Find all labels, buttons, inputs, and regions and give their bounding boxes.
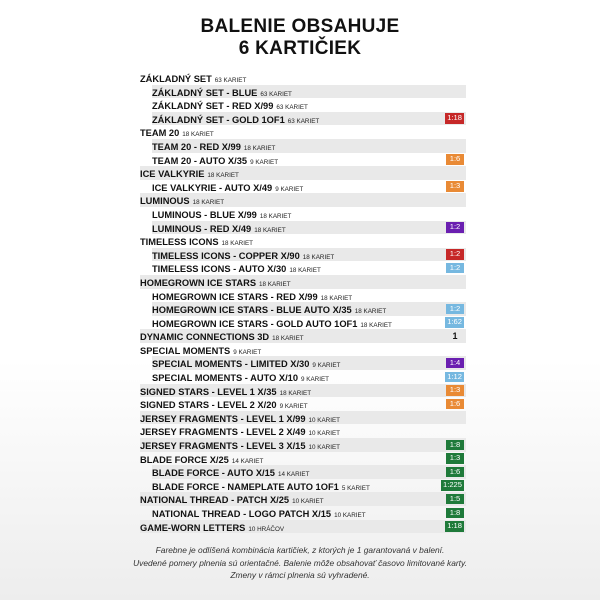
list-item [140, 234, 466, 248]
list-item [140, 71, 466, 85]
list-item [140, 520, 466, 534]
item-count: 10 HRÁČOV [248, 525, 285, 533]
list-item [152, 506, 466, 520]
item-name: NATIONAL THREAD - PATCH X/25 [140, 495, 290, 506]
list-item [152, 370, 466, 384]
item-name: ZÁKLADNÝ SET [140, 74, 212, 84]
list-item [152, 139, 466, 153]
item-name: BLADE FORCE X/25 [140, 454, 229, 465]
list-item [152, 356, 466, 370]
list-item [152, 153, 466, 167]
item-count: 18 KARIET [354, 308, 387, 316]
item-name: TIMELESS ICONS - AUTO X/30 [152, 264, 287, 275]
ratio-badge: 1:6 [446, 154, 464, 165]
list-item [140, 438, 466, 452]
card-list [140, 71, 466, 533]
item-count: 9 KARIET [275, 185, 304, 193]
list-item [140, 397, 466, 411]
list-item [140, 384, 466, 398]
item-name: SPECIAL MOMENTS [140, 345, 231, 356]
list-item [140, 411, 466, 425]
item-count: 9 KARIET [301, 376, 330, 384]
ratio-badge: 1:3 [446, 385, 464, 396]
list-item [152, 85, 466, 99]
ratio-badge: 1:2 [446, 263, 464, 274]
item-name: ZÁKLADNÝ SET - BLUE [152, 87, 258, 98]
item-name: GAME-WORN LETTERS [140, 522, 246, 533]
ratio-badge: 1 [452, 330, 458, 341]
item-name: TEAM 20 - RED X/99 [152, 141, 241, 152]
item-count: 63 KARIET [260, 90, 292, 98]
list-item [140, 452, 466, 466]
item-name: LUMINOUS [140, 196, 190, 207]
item-name: SPECIAL MOMENTS - LIMITED X/30 [152, 359, 310, 370]
item-count: 18 KARIET [182, 131, 214, 139]
list-item [152, 248, 466, 262]
ratio-badge: 1:2 [446, 222, 464, 233]
footer-line-3: Zmeny v rámci plnenia sú vyhradené. [230, 570, 370, 580]
item-count: 10 KARIET [308, 430, 340, 438]
item-name: SIGNED STARS - LEVEL 1 X/35 [140, 386, 277, 397]
item-name: HOMEGROWN ICE STARS - GOLD AUTO 1OF1 [152, 318, 358, 329]
item-count: 18 KARIET [320, 294, 353, 302]
item-name: ICE VALKYRIE [140, 169, 205, 180]
list-item [140, 166, 466, 180]
item-count: 18 KARIET [243, 144, 276, 152]
item-count: 63 KARIET [276, 104, 308, 112]
list-item [140, 125, 466, 139]
list-item [152, 180, 466, 194]
item-count: 10 KARIET [334, 512, 366, 519]
ratio-badge: 1:2 [446, 249, 464, 260]
list-item [152, 221, 466, 235]
list-item [152, 261, 466, 275]
list-item [140, 343, 466, 357]
item-name: HOMEGROWN ICE STARS - BLUE AUTO X/35 [152, 305, 352, 316]
item-count: 18 KARIET [279, 389, 312, 397]
list-item [140, 424, 466, 438]
list-item [152, 207, 466, 221]
item-name: ZÁKLADNÝ SET - RED X/99 [152, 101, 274, 112]
item-count: 18 KARIET [221, 240, 254, 248]
item-name: JERSEY FRAGMENTS - LEVEL 1 X/99 [140, 413, 306, 424]
heading-line-1: BALENIE OBSAHUJE [200, 16, 400, 37]
list-item [152, 289, 466, 303]
ratio-badge: 1:3 [446, 181, 464, 192]
item-name: TIMELESS ICONS [140, 237, 219, 248]
ratio-badge: 1:18 [447, 521, 462, 531]
item-count: 9 KARIET [250, 158, 279, 166]
item-name: ICE VALKYRIE - AUTO X/49 [152, 182, 273, 193]
ratio-badge: 1:6 [446, 467, 464, 478]
footer-line-1: Farebne je odlíšená kombinácia kartičiek, z ktorých je 1 garantovaná v balení. [155, 545, 445, 555]
item-name: TEAM 20 - AUTO X/35 [152, 155, 248, 166]
item-count: 10 KARIET [308, 416, 340, 424]
item-name: LUMINOUS - BLUE X/99 [152, 209, 257, 220]
item-count: 18 KARIET [289, 267, 321, 275]
heading-line-2: 6 KARTIČIEK [238, 38, 362, 59]
item-name: TIMELESS ICONS - COPPER X/90 [152, 250, 300, 261]
ratio-badge: 1:62 [447, 317, 462, 327]
item-count: 10 KARIET [308, 444, 340, 452]
item-count: 9 KARIET [233, 348, 262, 356]
item-count: 5 KARIET [341, 484, 370, 492]
ratio-badge: 1:12 [447, 371, 462, 381]
list-item [152, 316, 466, 330]
ratio-badge: 1:2 [446, 304, 464, 315]
item-count: 10 KARIET [292, 498, 324, 506]
item-name: BLADE FORCE - AUTO X/15 [152, 468, 275, 479]
ratio-badge: 1:4 [446, 358, 464, 369]
item-count: 18 KARIET [192, 199, 225, 207]
list-item [140, 492, 466, 506]
list-item [152, 479, 466, 493]
item-name: SPECIAL MOMENTS - AUTO X/10 [152, 373, 299, 384]
item-count: 18 KARIET [207, 172, 239, 180]
item-count: 18 KARIET [302, 253, 335, 261]
ratio-badge: 1:18 [447, 113, 462, 123]
list-item [152, 465, 466, 479]
item-count: 18 KARIET [272, 335, 304, 343]
list-item [152, 112, 466, 126]
item-name: LUMINOUS - RED X/49 [152, 223, 252, 234]
list-item [140, 275, 466, 289]
item-count: 14 KARIET [277, 471, 310, 479]
item-name: NATIONAL THREAD - LOGO PATCH X/15 [152, 509, 332, 519]
footer-line-2: Uvedené pomery plnenia sú orientačné. Balenie môže obsahovať časovo limitované karty. [133, 557, 467, 568]
item-name: JERSEY FRAGMENTS - LEVEL 2 X/49 [140, 427, 306, 438]
item-name: HOMEGROWN ICE STARS - RED X/99 [152, 291, 318, 302]
item-name: SIGNED STARS - LEVEL 2 X/20 [140, 400, 277, 411]
item-count: 18 KARIET [254, 226, 286, 234]
item-count: 9 KARIET [279, 403, 308, 411]
item-count: 63 KARIET [214, 77, 247, 84]
list-item [140, 329, 466, 343]
item-count: 18 KARIET [360, 321, 392, 329]
item-count: 63 KARIET [287, 117, 320, 125]
footer-note [0, 544, 600, 582]
ratio-badge: 1:8 [446, 440, 464, 451]
ratio-badge: 1:5 [446, 494, 464, 505]
ratio-badge: 1:225 [442, 480, 462, 490]
item-count: 9 KARIET [312, 362, 341, 370]
list-item [140, 193, 466, 207]
ratio-badge: 1:8 [446, 508, 464, 519]
item-name: DYNAMIC CONNECTIONS 3D [140, 332, 270, 343]
item-name: JERSEY FRAGMENTS - LEVEL 3 X/15 [140, 441, 306, 452]
item-name: BLADE FORCE - NAMEPLATE AUTO 1OF1 [152, 481, 339, 492]
list-item [152, 98, 466, 112]
item-name: ZÁKLADNÝ SET - GOLD 1OF1 [152, 114, 285, 125]
item-name: HOMEGROWN ICE STARS [140, 277, 257, 288]
ratio-badge: 1:6 [446, 399, 464, 410]
item-count: 18 KARIET [259, 280, 291, 288]
item-count: 18 KARIET [259, 212, 292, 220]
item-name: TEAM 20 [140, 128, 180, 139]
list-item [152, 302, 466, 316]
ratio-badge: 1:3 [446, 453, 464, 464]
item-count: 14 KARIET [231, 457, 264, 465]
